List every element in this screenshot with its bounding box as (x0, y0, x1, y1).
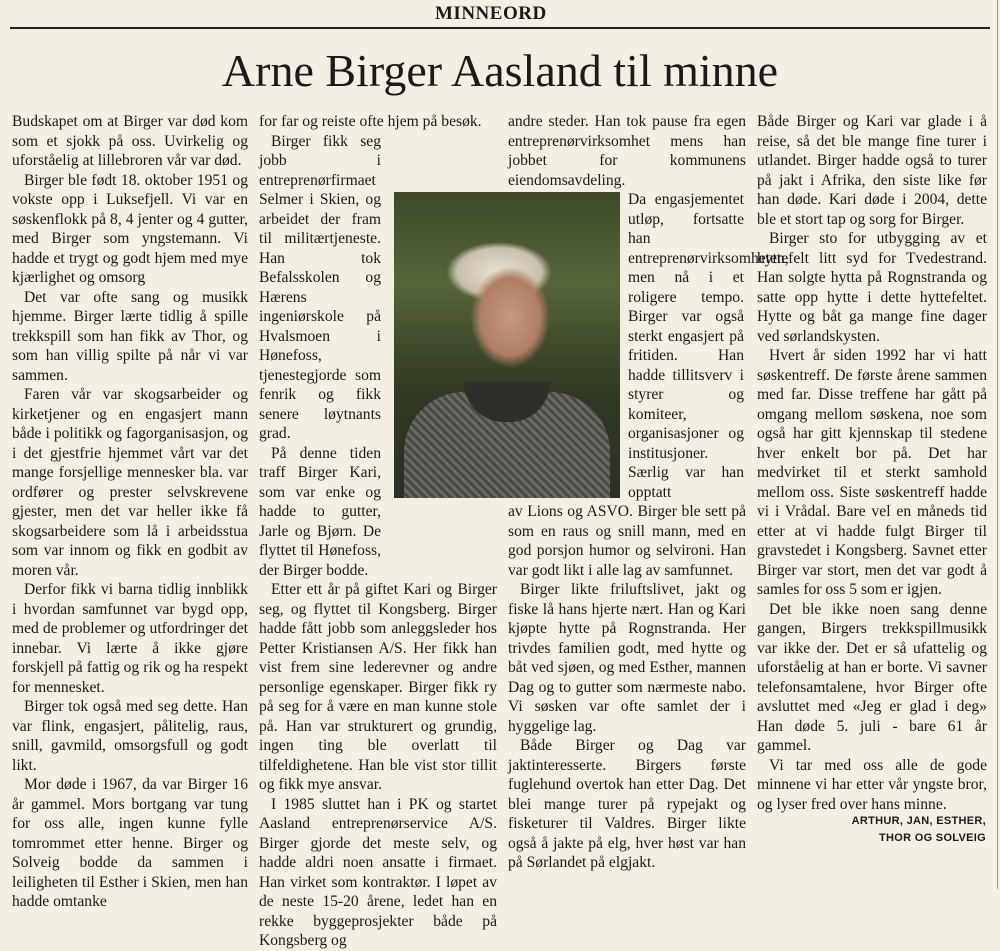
paragraph: Det ble ikke noen sang denne gangen, Birgers trekkspillmusikk var ikke der. Det er så ufattelig og uforståelig at han er borte. Vi savner telefonsamtalene, hvor Birger ofte avsluttet med «Jeg er glad i deg» Han døde 5. juli - bare 61 år gammel. (757, 600, 987, 754)
paragraph: Det var ofte sang og musikk hjemme. Birger lærte tidlig å spille trekkspill som han fikk av Thor, og som han villig spilte på når vi var sammen. (12, 288, 248, 384)
paragraph: Både Birger og Dag var jaktinteresserte. Birgers første fuglehund overtok han etter Dag. Det blei mange turer på rypejakt og fisketurer til Valdres. Birger likte også å jakte på elg, hver høst var han på Sørlandet på elgjakt. (508, 737, 746, 871)
signature-line: ARTHUR, JAN, ESTHER, (851, 815, 986, 827)
paragraph: I 1985 sluttet han i PK og startet Aasland entreprenørservice A/S. Birger gjorde det meste selv, og hadde aldri noen ansatte i firmaet. Han virket som kontraktør. I løpet av de neste 15-20 årene, ledet han en rekke byggeprosjekter både på Kongsberg og (259, 795, 497, 949)
paragraph: Budskapet om at Birger var død kom som et sjokk på oss. Uvirkelig og uforståelig at lillebroren vår var død. (12, 113, 248, 169)
paragraph: Birger ble født 18. oktober 1951 og vokste opp i Luksefjell. Vi var en søskenflokk på 8, 4 jenter og 4 gutter, med Birger som yngstemann. Vi hadde et trygt og godt hjem med mye kjærlighet og omsorg (12, 171, 248, 286)
paragraph: Vi tar med oss alle de gode minnene vi har etter vår yngste bror, og lyser fred over hans minne. (757, 756, 987, 813)
paragraph: Hvert år siden 1992 har vi hatt søskentreff. De første årene sammen med far. Disse treffene har gått på omgang mellom søskena, noe som også har gitt kjennskap til stedene hver enkelt bor på. Det har medvirket til et sterkt samhold mellom oss. Siste søskentreff hadde vi i Vrådal. Bare vel en måneds tid etter at vi hadde fulgt Birger til gravstedet i Kongsberg. Savnet etter Birger var stort, men det var godt å samles for oss 5 som er igjen. (757, 347, 987, 598)
paragraph: På denne tiden traff Birger Kari, som var enke og hadde to gutter, Jarle og Bjørn. De flyttet til Hønefoss, der Birger bodde. (259, 444, 381, 579)
paragraph: andre steder. Han tok pause fra egen entreprenørvirksomhet mens han jobbet for kommunens eiendomsavdeling. (508, 113, 746, 189)
page-edge-rule (997, 0, 998, 889)
paragraph: for far og reiste ofte hjem på besøk. (259, 113, 482, 130)
portrait-photo (394, 192, 620, 498)
paragraph: Birger tok også med seg dette. Han var flink, engasjert, pålitelig, raus, snill, gavmild, omsorgsfull og godt likt. (12, 698, 248, 774)
paragraph: Birger likte friluftslivet, jakt og fiske lå hans hjerte nært. Han og Kari kjøpte hytte på Rognstranda. Her trivdes familien godt, med hytte og båt ved sjøen, og med Esther, mannen Dag og to gutter som nærmeste nabo. Vi søsken var ofte samlet der i hyggelige lag. (508, 581, 746, 735)
paragraph: Etter ett år på giftet Kari og Birger seg, og flyttet til Kongsberg. Birger hadde fått jobb som anleggsleder hos Petter Kristiansen A/S. Her fikk han vist frem sine lederevner og andre personlige egenskaper. Birger fikk ry på seg for å være en man kunne stole på. Han var strukturert og grundig, ingen ting ble overlatt til tilfeldighetene. Han ble vist stor tillit og fikk mye ansvar. (259, 581, 497, 793)
top-rule (10, 27, 990, 29)
paragraph: Derfor fikk vi barna tidlig innblikk i hvordan samfunnet var bygd opp, med de problemer og utfordringer det innebar. Vi lærte å ikke gjøre forskjell på fattig og rik og ha respekt for mennesket. (12, 581, 248, 696)
text-beside-photo (259, 132, 381, 581)
text-beside-photo (628, 190, 789, 502)
section-label: MINNEORD (435, 3, 547, 24)
headline: Arne Birger Aasland til minne (221, 45, 779, 96)
paragraph: Da engasjementet utløp, fortsatte han entreprenørvirksomheten, men nå i et roligere tempo. Birger var også sterkt engasjert på fritiden. Han hadde tillitsverv i styrer og komiteer, organisasjoner og institusjoner. Særlig var han opptatt (628, 191, 789, 501)
paragraph: Faren vår var skogsarbeider og kirketjener og en engasjert mann både i politikk og fagorganisasjon, og i det gjestfrie hjemmet vårt var det mange forsjellige mennesker bla. var ordfører og prester selvskrevene gjester, men det var heller ikke få skogsarbeidere som lå i arbeidsstua som var innom og fikk en godbit av moren vår. (12, 386, 248, 579)
signature-line: THOR OG SOLVEIG (879, 832, 986, 844)
paragraph: Mor døde i 1967, da var Birger 16 år gammel. Mors bortgang var tung for oss alle, ingen kunne fylle tomrommet etter henne. Birger og Solveig bodde da sammen i leiligheten til Esther i Skien, men han hadde omtanke (12, 776, 248, 910)
paragraph: Både Birger og Kari var glade i å reise, så det ble mange fine turer i utlandet. Birger hadde også to turer på jakt i Afrika, den siste like før han døde. Kari døde i 2004, dette ble et stort tap og sorg for Birger. (757, 113, 987, 228)
paragraph: Birger fikk seg jobb i entreprenørfirmaet Selmer i Skien, og arbeidet der fram til militærtjeneste. Han tok Befalsskolen og Hærens ingeniørskole på Hvalsmoen i Hønefoss, tjenestegjorde som fenrik og fikk senere løytnants grad. (259, 132, 381, 442)
column-4 (757, 112, 987, 882)
paragraph: Birger sto for utbygging av et hyttefelt litt syd for Tvedestrand. Han solgte hytta på Rognstranda og satte opp hytte i dette hyttefeltet. Hytte og båt ga mange fine dager ved sørlandskysten. (757, 230, 987, 345)
signature (852, 813, 986, 847)
paragraph: av Lions og ASVO. Birger ble sett på som en raus og snill mann, med en god porsjon humor og selvironi. Han var godt likt i alle lag av samfunnet. (508, 503, 746, 579)
column-1 (12, 112, 248, 910)
